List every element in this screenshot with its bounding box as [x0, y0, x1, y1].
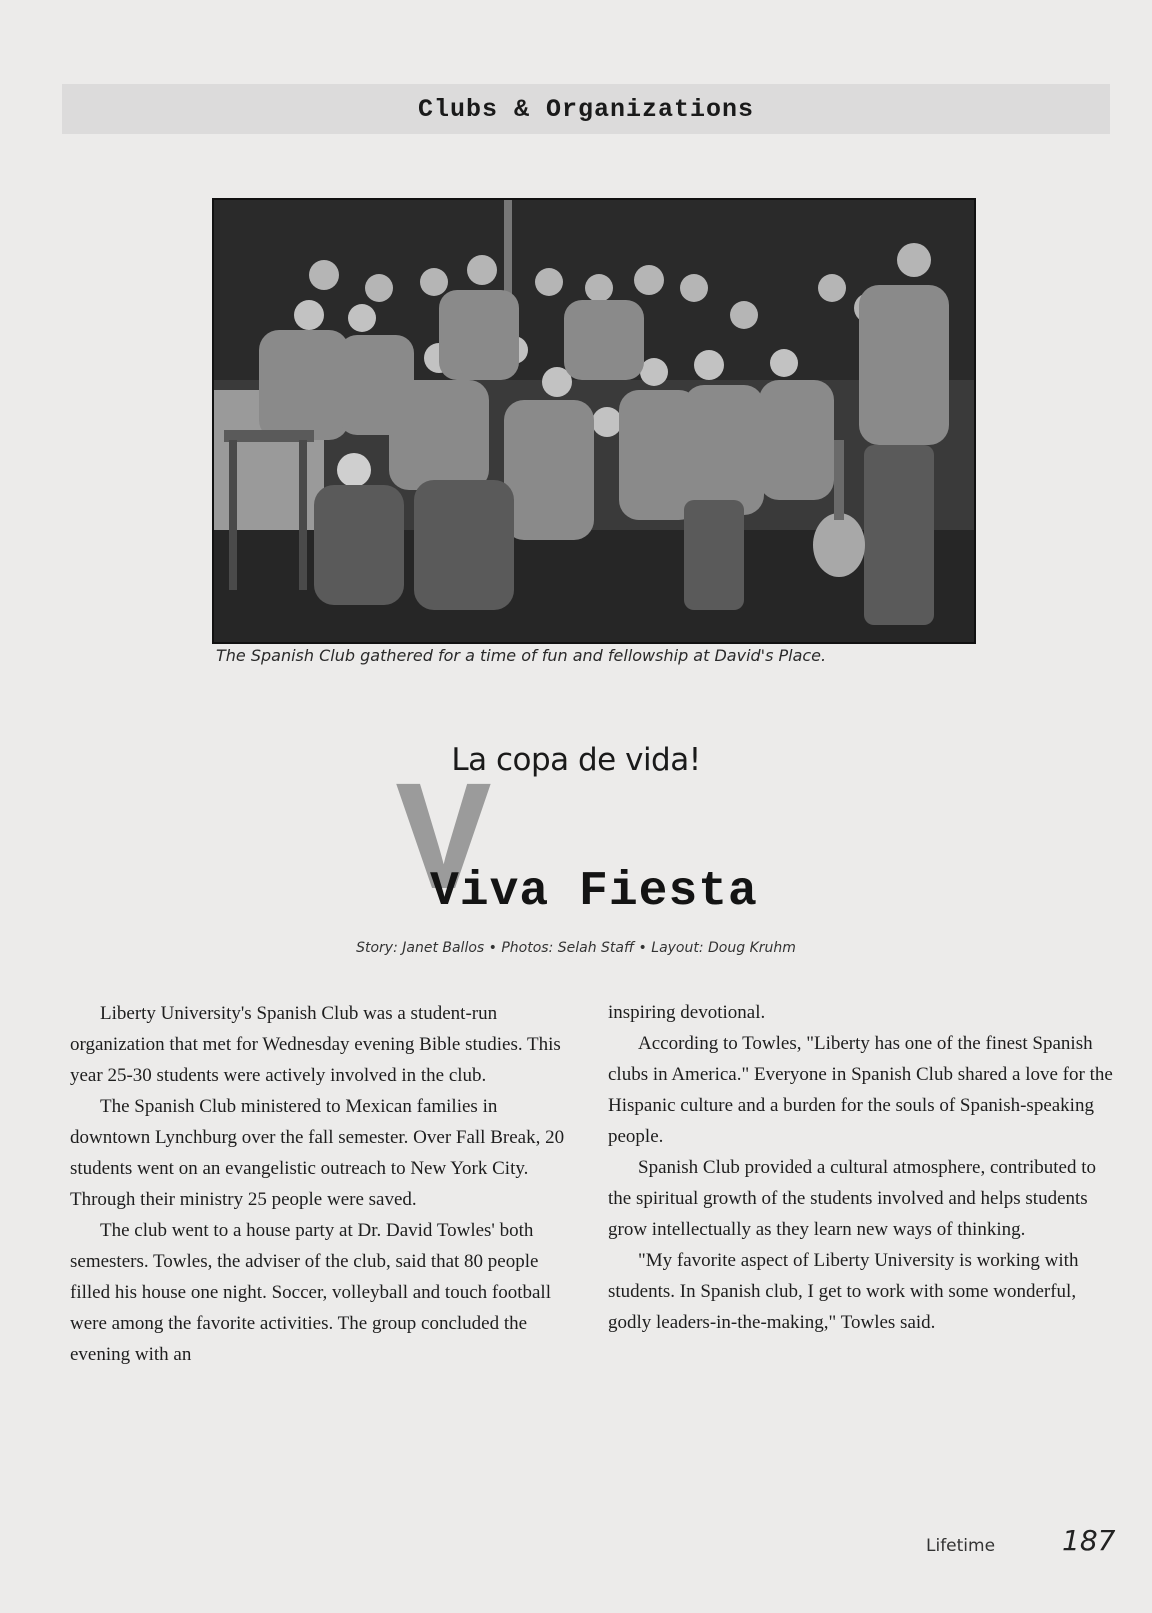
section-header-band [62, 84, 1110, 134]
article-column-right [608, 997, 1118, 1338]
photo-caption: The Spanish Club gathered for a time of fun and fellowship at David's Place. [216, 646, 827, 665]
article-paragraph: The club went to a house party at Dr. David Towles' both semesters. Towles, the adviser of the club, said that 80 people filled his house one night. Soccer, volleyball and touch football were among the favorite activities. The group concluded the evening with an [70, 1220, 551, 1365]
page-number: 187 [1062, 1524, 1116, 1557]
footer-label: Lifetime [926, 1536, 996, 1556]
article-paragraph: The Spanish Club ministered to Mexican families in downtown Lynchburg over the fall semester. Over Fall Break, 20 students went on an evangelistic outreach to New York City. Through their ministry 25 people were saved. [70, 1096, 565, 1210]
article-paragraph: inspiring devotional. [608, 1002, 766, 1023]
section-title: Clubs & Organizations [417, 94, 755, 124]
article-column-left [70, 998, 580, 1370]
decorative-drop-letter: V [396, 757, 491, 936]
article-credits: Story: Janet Ballos • Photos: Selah Staff • Layout: Doug Kruhm [356, 940, 796, 956]
article-paragraph: According to Towles, "Liberty has one of the finest Spanish clubs in America." Everyone in Spanish Club shared a love for the Hispanic culture and a burden for the souls of Spanish-speaking people. [608, 1033, 1113, 1147]
article-title: Viva Fiesta [430, 865, 758, 919]
article-subtitle: La copa de vida! [451, 742, 701, 778]
group-photo-illustration [214, 200, 974, 642]
group-photo [212, 198, 976, 644]
article-paragraph: "My favorite aspect of Liberty University is working with students. In Spanish club, I get to work with some wonderful, godly leaders-in-the-making," Towles said. [608, 1250, 1079, 1333]
article-paragraph: Liberty University's Spanish Club was a student-run organization that met for Wednesday evening Bible studies. This year 25-30 students were actively involved in the club. [70, 1003, 561, 1086]
article-paragraph: Spanish Club provided a cultural atmosphere, contributed to the spiritual growth of the students involved and helps students grow intellectually as they learn new ways of thinking. [608, 1157, 1097, 1240]
